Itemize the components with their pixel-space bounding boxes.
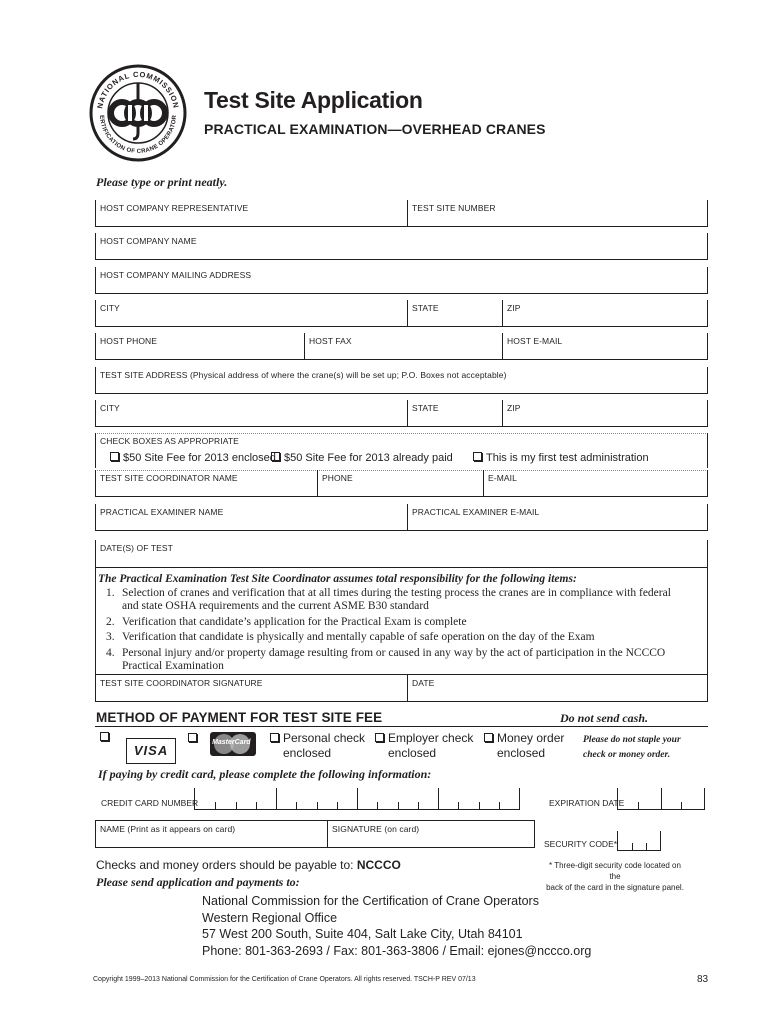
fee-enclosed-label: $50 Site Fee for 2013 enclosed [123, 452, 276, 464]
state2-label: STATE [412, 403, 439, 413]
host-company-mailing-field[interactable] [95, 267, 708, 294]
security-divider [646, 843, 647, 851]
personal-check-label: Personal check [283, 731, 366, 745]
cc-digit-divider [458, 802, 459, 810]
item-number: 1. [106, 586, 115, 599]
copyright: Copyright 1999–2013 National Commission for the Certification of Crane Operators. All rights reserved. TSCH-P REV 07/13 [93, 976, 476, 983]
cc-digit-divider [479, 802, 480, 810]
send-to-heading: Please send application and payments to: [96, 875, 300, 889]
expiration-divider [661, 788, 662, 810]
cc-number-label: CREDIT CARD NUMBER [101, 798, 199, 808]
payable-note [96, 858, 401, 872]
checkbox-icon [484, 733, 493, 742]
phone-field[interactable] [318, 470, 484, 497]
logo-ring-top: NATIONAL COMMISSION [95, 69, 181, 110]
cc-digit-divider [499, 802, 500, 810]
city2-label: CITY [100, 403, 120, 413]
checkbox-icon [110, 452, 119, 461]
signature-on-card-field[interactable] [328, 820, 535, 848]
cc-digit-divider [236, 802, 237, 810]
item-number: 3. [106, 631, 115, 643]
examiner-name-field[interactable] [95, 504, 408, 531]
logo-ring-bottom: ERTIFICATION OF CRANE OPERATOR [97, 114, 179, 156]
employer-check-label: Employer check [388, 731, 474, 745]
item-number: 4. [106, 646, 115, 659]
page-number: 83 [697, 974, 709, 985]
visa-logo [126, 738, 176, 764]
city-label: CITY [100, 303, 120, 313]
security-code-label: SECURITY CODE* [544, 839, 618, 849]
expiration-input[interactable] [617, 788, 705, 810]
city2-field[interactable] [95, 400, 408, 427]
payable-to: NCCCO [356, 858, 401, 872]
host-phone-label: HOST PHONE [100, 336, 158, 346]
email-field[interactable] [484, 470, 708, 497]
coordinator-signature-label: TEST SITE COORDINATOR SIGNATURE [100, 678, 263, 688]
cc-digit-divider [317, 802, 318, 810]
zip-label: ZIP [507, 303, 521, 313]
no-cash-note: Do not send cash. [560, 711, 649, 725]
visa-option[interactable] [100, 732, 176, 764]
first-test-label: This is my first test administration [486, 452, 649, 464]
host-phone-field[interactable] [95, 333, 305, 360]
item-text: Personal injury and/or property damage resulting from or caused in any way by the act of participation in the NCCCO [122, 646, 666, 659]
test-site-number-field[interactable] [408, 200, 708, 227]
state2-field[interactable] [408, 400, 503, 427]
expiration-divider [638, 802, 639, 810]
state-label: STATE [412, 303, 439, 313]
address-line: Phone: 801-363-2693 / Fax: 801-363-3806 / Email: ejones@nccco.org [202, 943, 592, 958]
employer-check-option[interactable] [375, 731, 473, 761]
zip2-field[interactable] [503, 400, 708, 427]
money-order-option[interactable] [484, 731, 564, 761]
address-line: National Commission for the Certification of Crane Operators [202, 894, 539, 908]
city-field[interactable] [95, 300, 408, 327]
item-text: Selection of cranes and verification that at all times during the testing process the cranes are in compliance with federal [122, 586, 671, 599]
personal-check-option[interactable] [270, 731, 365, 761]
money-order-label-2: enclosed [497, 746, 546, 760]
mastercard-text: MasterCard [212, 739, 251, 746]
expiration-label: EXPIRATION DATE [549, 798, 625, 808]
check-boxes-label: CHECK BOXES AS APPROPRIATE [100, 436, 239, 446]
checkbox-icon [271, 452, 280, 461]
checkbox-icon [375, 733, 384, 742]
cc-digit-divider [377, 802, 378, 810]
page-title: Test Site Application [204, 87, 423, 113]
checkbox-icon [473, 452, 482, 461]
employer-check-label-2: enclosed [388, 746, 437, 760]
checkbox-icon [100, 732, 109, 741]
payable-prefix: Checks and money orders should be payable to: [96, 858, 357, 872]
coordinator-name-field[interactable] [95, 470, 318, 497]
no-staple-note [583, 733, 681, 763]
host-company-mailing-label: HOST COMPANY MAILING ADDRESS [100, 270, 252, 280]
cc-digit-divider [276, 788, 277, 810]
host-email-label: HOST E-MAIL [507, 336, 563, 346]
host-fax-label: HOST FAX [309, 336, 352, 346]
item-text: Verification that candidate’s application for the Practical Exam is complete [122, 615, 467, 628]
first-test-checkbox[interactable] [473, 452, 649, 464]
visa-text: VISA [133, 743, 169, 758]
coordinator-signature-field[interactable] [95, 674, 408, 702]
fee-enclosed-checkbox[interactable] [110, 452, 276, 464]
host-company-name-field[interactable] [95, 233, 708, 260]
payment-heading: METHOD OF PAYMENT FOR TEST SITE FEE [96, 710, 383, 725]
host-fax-field[interactable] [305, 333, 503, 360]
security-code-input[interactable] [617, 831, 661, 851]
responsibility-heading: The Practical Examination Test Site Coordinator assumes total responsibility for the following items: [98, 573, 577, 585]
coordinator-name-label: TEST SITE COORDINATOR NAME [100, 473, 238, 483]
no-staple-line-2: check or money order. [583, 750, 671, 760]
item-number: 2. [106, 615, 115, 628]
item-text: Verification that candidate is physically and mentally capable of safe operation on the day of the Exam [122, 631, 595, 643]
cc-digit-divider [215, 802, 216, 810]
address-line: 57 West 200 South, Suite 404, Salt Lake City, Utah 84101 [202, 927, 523, 941]
examiner-name-label: PRACTICAL EXAMINER NAME [100, 507, 224, 517]
phone-label: PHONE [322, 473, 353, 483]
fee-paid-checkbox[interactable] [271, 452, 453, 464]
cc-digit-divider [357, 788, 358, 810]
test-site-number-label: TEST SITE NUMBER [412, 203, 496, 213]
mastercard-option[interactable] [188, 732, 256, 756]
item-text: Practical Examination [122, 660, 224, 672]
item-text: and state OSHA requirements and the current ASME B30 standard [122, 600, 429, 612]
signature-on-card-label: SIGNATURE (on card) [332, 824, 420, 834]
email-label: E-MAIL [488, 473, 517, 483]
security-divider [632, 843, 633, 851]
security-note [545, 860, 685, 893]
name-on-card-label: NAME (Print as it appears on card) [100, 824, 236, 834]
money-order-label: Money order [497, 731, 565, 745]
instructions: Please type or print neatly. [96, 175, 228, 189]
security-note-line-2: back of the card in the signature panel. [546, 883, 684, 892]
cc-digit-divider [296, 802, 297, 810]
state-field[interactable] [408, 300, 503, 327]
cc-digit-divider [256, 802, 257, 810]
test-site-address-label: TEST SITE ADDRESS (Physical address of where the crane(s) will be set up; P.O. Boxes not acceptable) [100, 370, 507, 380]
credit-intro: If paying by credit card, please complete the following information: [98, 767, 432, 781]
name-on-card-field[interactable] [95, 820, 328, 848]
date-label: DATE [412, 678, 435, 688]
checkbox-icon [270, 733, 279, 742]
mastercard-logo [210, 732, 256, 756]
page-subtitle: PRACTICAL EXAMINATION—OVERHEAD CRANES [204, 121, 546, 137]
examiner-email-label: PRACTICAL EXAMINER E-MAIL [412, 507, 540, 517]
cc-number-input[interactable] [194, 788, 520, 810]
examiner-email-field[interactable] [408, 504, 708, 531]
dates-of-test-label: DATE(S) OF TEST [100, 543, 173, 553]
cc-digit-divider [398, 802, 399, 810]
host-company-rep-label: HOST COMPANY REPRESENTATIVE [100, 203, 249, 213]
host-company-rep-field[interactable] [95, 200, 408, 227]
address-line: Western Regional Office [202, 910, 338, 925]
cc-digit-divider [438, 788, 439, 810]
expiration-divider [681, 802, 682, 810]
mailing-address [202, 893, 591, 959]
test-site-address-field[interactable] [95, 367, 708, 394]
security-note-line-1: * Three-digit security code located on the [549, 861, 681, 881]
cc-digit-divider [337, 802, 338, 810]
dates-of-test-field[interactable] [95, 540, 708, 568]
no-staple-line-1: Please do not staple your [583, 735, 681, 745]
cc-digit-divider [418, 802, 419, 810]
host-company-name-label: HOST COMPANY NAME [100, 236, 197, 246]
divider [95, 726, 708, 727]
date-field[interactable] [408, 674, 708, 702]
personal-check-label-2: enclosed [283, 746, 332, 760]
host-email-field[interactable] [503, 333, 708, 360]
zip2-label: ZIP [507, 403, 521, 413]
nccco-logo [88, 63, 188, 163]
responsibility-frame [95, 568, 708, 674]
checkbox-icon [188, 733, 197, 742]
fee-paid-label: $50 Site Fee for 2013 already paid [284, 452, 453, 464]
zip-field[interactable] [503, 300, 708, 327]
